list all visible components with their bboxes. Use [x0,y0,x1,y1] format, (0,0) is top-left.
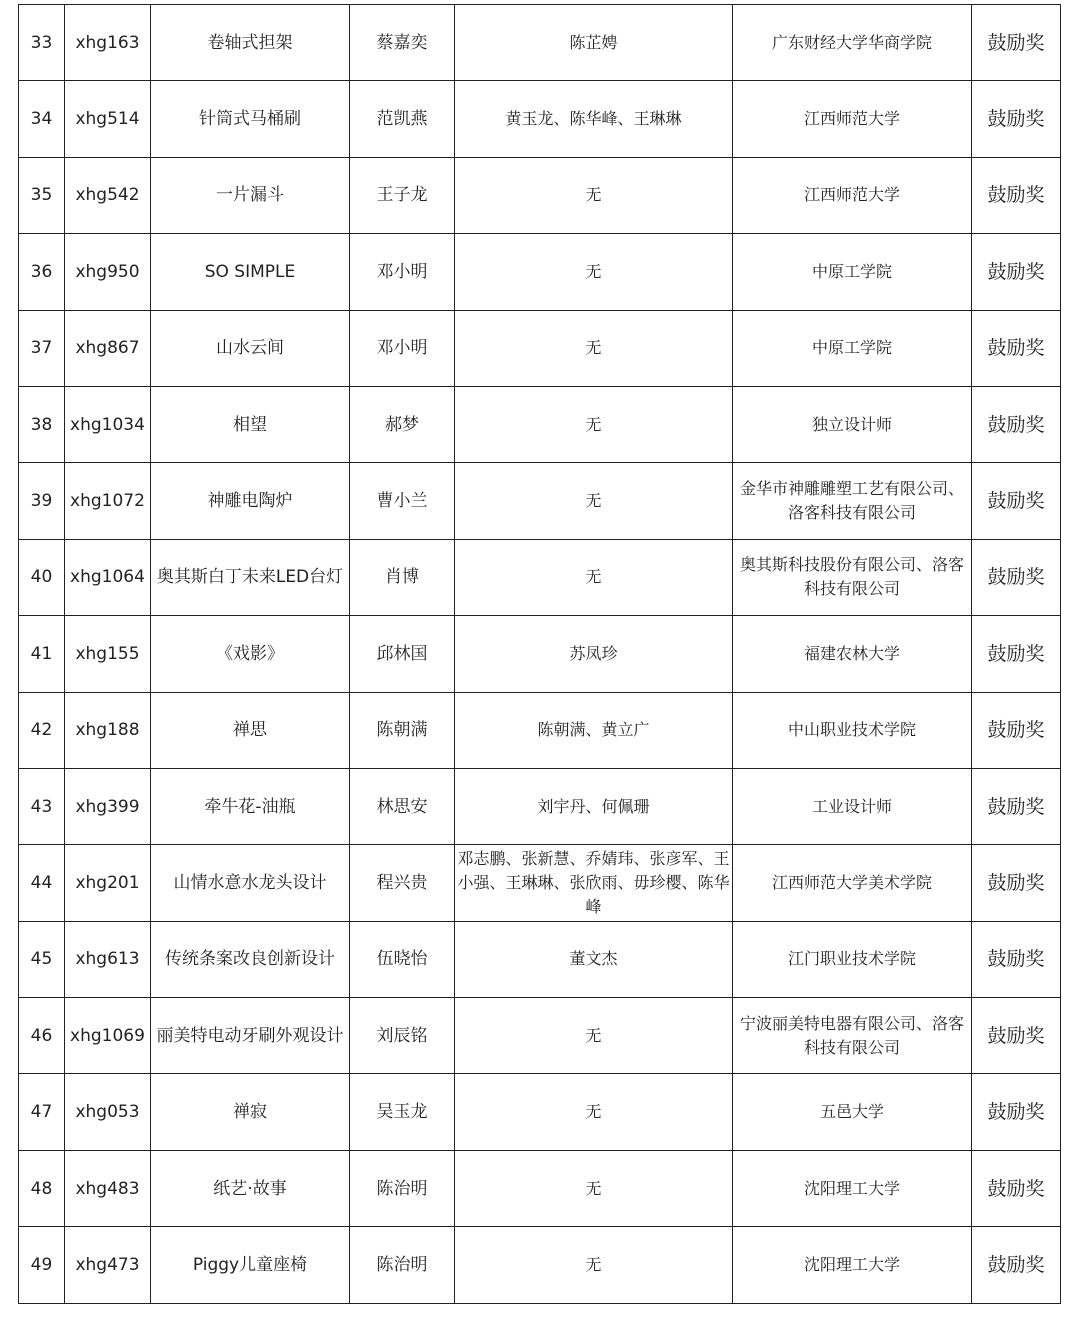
table-row [19,463,1061,539]
cell-work-name: 奥其斯白丁未来LED台灯 [151,539,350,615]
cell-number: 34 [19,81,65,157]
cell-team-members: 无 [455,463,733,539]
cell-number: 49 [19,1227,65,1303]
cell-team-members: 无 [455,539,733,615]
table-row [19,157,1061,233]
cell-team-members: 无 [455,234,733,310]
cell-organization: 中山职业技术学院 [733,692,972,768]
cell-author: 郝梦 [350,386,455,462]
cell-team-members: 无 [455,998,733,1074]
table-row [19,998,1061,1074]
cell-author: 蔡嘉奕 [350,5,455,81]
cell-number: 44 [19,845,65,921]
cell-award: 鼓励奖 [972,921,1061,997]
table-row [19,921,1061,997]
cell-award: 鼓励奖 [972,1150,1061,1226]
cell-work-name: 丽美特电动牙刷外观设计 [151,998,350,1074]
cell-number: 43 [19,768,65,844]
cell-team-members: 陈朝满、黄立广 [455,692,733,768]
cell-organization: 金华市神雕雕塑工艺有限公司、洛客科技有限公司 [733,463,972,539]
cell-award: 鼓励奖 [972,692,1061,768]
cell-team-members: 邓志鹏、张新慧、乔婧玮、张彦军、王小强、王琳琳、张欣雨、毋珍樱、陈华峰 [455,845,733,921]
cell-number: 35 [19,157,65,233]
table-row [19,81,1061,157]
cell-number: 38 [19,386,65,462]
cell-work-name: 神雕电陶炉 [151,463,350,539]
cell-number: 37 [19,310,65,386]
cell-organization: 江西师范大学 [733,81,972,157]
cell-author: 陈朝满 [350,692,455,768]
cell-work-name: 卷轴式担架 [151,5,350,81]
table-row [19,234,1061,310]
cell-work-name: Piggy儿童座椅 [151,1227,350,1303]
cell-work-name: 山情水意水龙头设计 [151,845,350,921]
cell-entry-id: xhg399 [65,768,151,844]
cell-award: 鼓励奖 [972,845,1061,921]
cell-team-members: 无 [455,1150,733,1226]
cell-work-name: 牵牛花-油瓶 [151,768,350,844]
cell-award: 鼓励奖 [972,616,1061,692]
award-table [18,4,1061,1304]
cell-award: 鼓励奖 [972,768,1061,844]
cell-work-name: 《戏影》 [151,616,350,692]
cell-organization: 五邑大学 [733,1074,972,1150]
cell-author: 王子龙 [350,157,455,233]
cell-team-members: 无 [455,310,733,386]
cell-entry-id: xhg188 [65,692,151,768]
cell-author: 吴玉龙 [350,1074,455,1150]
cell-organization: 沈阳理工大学 [733,1150,972,1226]
cell-entry-id: xhg053 [65,1074,151,1150]
cell-award: 鼓励奖 [972,386,1061,462]
cell-author: 刘辰铭 [350,998,455,1074]
table-row [19,692,1061,768]
table-row [19,1227,1061,1303]
cell-work-name: 纸艺·故事 [151,1150,350,1226]
cell-author: 伍晓怡 [350,921,455,997]
cell-work-name: 禅思 [151,692,350,768]
cell-team-members: 陈芷娉 [455,5,733,81]
cell-entry-id: xhg867 [65,310,151,386]
cell-number: 47 [19,1074,65,1150]
cell-work-name: 针筒式马桶刷 [151,81,350,157]
cell-entry-id: xhg950 [65,234,151,310]
cell-award: 鼓励奖 [972,157,1061,233]
cell-entry-id: xhg613 [65,921,151,997]
cell-number: 41 [19,616,65,692]
cell-number: 48 [19,1150,65,1226]
cell-entry-id: xhg155 [65,616,151,692]
cell-number: 36 [19,234,65,310]
cell-author: 程兴贵 [350,845,455,921]
cell-team-members: 无 [455,1074,733,1150]
cell-entry-id: xhg542 [65,157,151,233]
cell-organization: 沈阳理工大学 [733,1227,972,1303]
cell-entry-id: xhg1064 [65,539,151,615]
cell-award: 鼓励奖 [972,1074,1061,1150]
table-row [19,539,1061,615]
cell-author: 邱林国 [350,616,455,692]
cell-team-members: 无 [455,386,733,462]
cell-author: 陈治明 [350,1227,455,1303]
cell-award: 鼓励奖 [972,1227,1061,1303]
cell-number: 45 [19,921,65,997]
table-row [19,616,1061,692]
table-row [19,1074,1061,1150]
table-row [19,310,1061,386]
cell-entry-id: xhg1069 [65,998,151,1074]
cell-organization: 福建农林大学 [733,616,972,692]
cell-number: 39 [19,463,65,539]
cell-entry-id: xhg163 [65,5,151,81]
cell-number: 33 [19,5,65,81]
cell-number: 46 [19,998,65,1074]
cell-entry-id: xhg483 [65,1150,151,1226]
cell-organization: 中原工学院 [733,310,972,386]
cell-award: 鼓励奖 [972,81,1061,157]
cell-author: 曹小兰 [350,463,455,539]
cell-organization: 工业设计师 [733,768,972,844]
cell-organization: 江西师范大学美术学院 [733,845,972,921]
table-row [19,768,1061,844]
cell-author: 陈治明 [350,1150,455,1226]
cell-award: 鼓励奖 [972,5,1061,81]
cell-organization: 中原工学院 [733,234,972,310]
table-row [19,5,1061,81]
cell-entry-id: xhg1034 [65,386,151,462]
cell-author: 林思安 [350,768,455,844]
cell-author: 肖博 [350,539,455,615]
cell-entry-id: xhg473 [65,1227,151,1303]
cell-organization: 江西师范大学 [733,157,972,233]
cell-award: 鼓励奖 [972,998,1061,1074]
table-row [19,845,1061,921]
cell-team-members: 无 [455,1227,733,1303]
cell-organization: 奥其斯科技股份有限公司、洛客科技有限公司 [733,539,972,615]
table-row [19,386,1061,462]
cell-award: 鼓励奖 [972,234,1061,310]
cell-author: 范凯燕 [350,81,455,157]
cell-team-members: 刘宇丹、何佩珊 [455,768,733,844]
cell-team-members: 黄玉龙、陈华峰、王琳琳 [455,81,733,157]
cell-work-name: 一片漏斗 [151,157,350,233]
cell-organization: 独立设计师 [733,386,972,462]
cell-work-name: 禅寂 [151,1074,350,1150]
table-row [19,1150,1061,1226]
cell-work-name: SO SIMPLE [151,234,350,310]
cell-team-members: 苏凤珍 [455,616,733,692]
cell-award: 鼓励奖 [972,539,1061,615]
cell-award: 鼓励奖 [972,310,1061,386]
cell-author: 邓小明 [350,234,455,310]
cell-organization: 广东财经大学华商学院 [733,5,972,81]
table-body [19,5,1061,1304]
cell-organization: 宁波丽美特电器有限公司、洛客科技有限公司 [733,998,972,1074]
cell-entry-id: xhg1072 [65,463,151,539]
cell-work-name: 相望 [151,386,350,462]
cell-author: 邓小明 [350,310,455,386]
cell-number: 40 [19,539,65,615]
cell-team-members: 董文杰 [455,921,733,997]
cell-entry-id: xhg201 [65,845,151,921]
cell-entry-id: xhg514 [65,81,151,157]
cell-work-name: 山水云间 [151,310,350,386]
cell-work-name: 传统条案改良创新设计 [151,921,350,997]
cell-number: 42 [19,692,65,768]
cell-award: 鼓励奖 [972,463,1061,539]
cell-organization: 江门职业技术学院 [733,921,972,997]
cell-team-members: 无 [455,157,733,233]
